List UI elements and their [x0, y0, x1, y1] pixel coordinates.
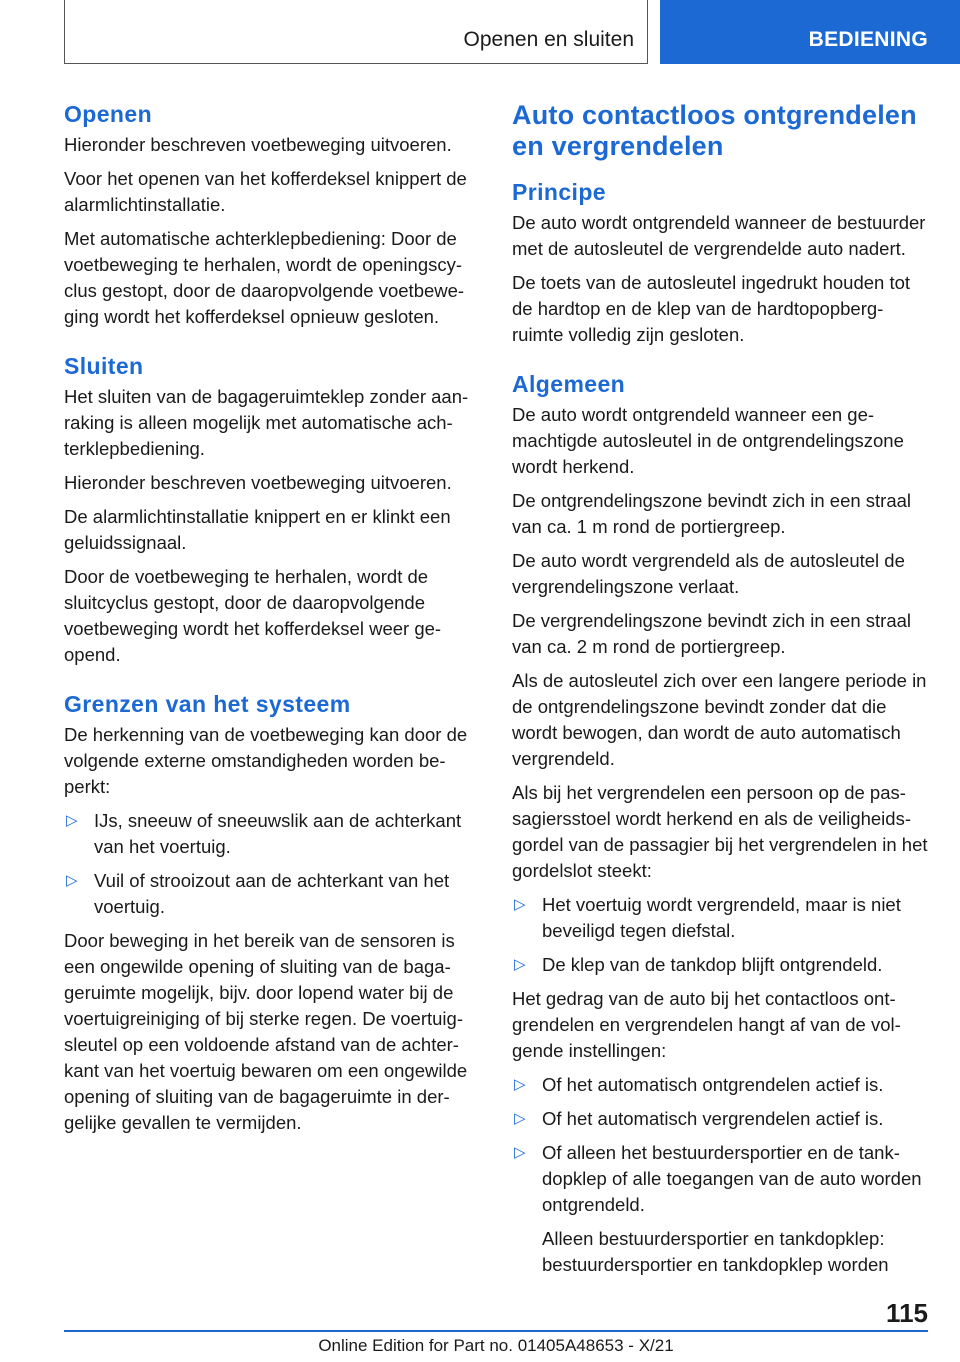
paragraph: Voor het openen van het kofferdeksel knippert de alarmlichtinstallatie.: [64, 168, 467, 215]
triangle-bullet-icon: ▷: [514, 1110, 526, 1127]
right-column: [512, 100, 928, 1286]
paragraph: Als de autosleutel zich over een langere periode in de ontgrendelingszone bevindt zonder dat die wordt bewogen, dan wordt de auto automatisch vergrendeld.: [512, 670, 927, 769]
list-item: [512, 1072, 928, 1098]
footer-edition: Online Edition for Part no. 01405A48653 - X/21: [318, 1336, 674, 1355]
list-item-subtext: Alleen bestuurdersportier en tankdopklep: bestuurdersportier en tankdopklep worden: [542, 1228, 889, 1275]
paragraph: De alarmlichtinstallatie knippert en er klinkt een geluidssignaal.: [64, 506, 451, 553]
heading-algemeen: Algemeen: [512, 371, 626, 397]
list-item: [512, 952, 928, 978]
triangle-bullet-icon: ▷: [514, 896, 526, 913]
paragraph: De herkenning van de voetbeweging kan door de volgende externe omstandigheden worden beperkt:: [64, 724, 468, 797]
paragraph: De vergrendelingszone bevindt zich in een straal van ca. 2 m rond de portiergreep.: [512, 610, 912, 657]
list-item-text: Of alleen het bestuurdersportier en de tankdopklep of alle toegangen van de auto worden ontgrendeld.: [542, 1142, 922, 1215]
chapter-tab: BEDIENING: [660, 0, 960, 64]
list-item: [512, 1140, 928, 1218]
paragraph: Hieronder beschreven voetbeweging uitvoeren.: [64, 134, 452, 155]
paragraph: De auto wordt ontgrendeld wanneer de bestuurder met de autosleutel de vergrendelde auto nadert.: [512, 212, 926, 259]
triangle-bullet-icon: ▷: [514, 1144, 526, 1161]
paragraph: Door beweging in het bereik van de sensoren is een ongewilde opening of sluiting van de bagageruimte mogelijk, bijv. door lopend water bij de voertuigreiniging of bij sterke regen. De voertuigsleutel op een voldoende afstand van de achterkant van het voertuig bewaren om een ongewilde opening of sluiting van de bagageruimte in dergelijke gevallen te vermijden.: [64, 930, 468, 1133]
paragraph: Als bij het vergrendelen een persoon op de passagiersstoel wordt herkend en als de veiligheidsgordel van de passagier bij het vergrendelen in het gordelslot steekt:: [512, 782, 928, 881]
page-number: 115: [886, 1298, 928, 1328]
paragraph: Hieronder beschreven voetbeweging uitvoeren.: [64, 472, 452, 493]
list-item: [64, 808, 480, 860]
triangle-bullet-icon: ▷: [514, 1076, 526, 1093]
heading-principe: Principe: [512, 179, 606, 205]
list-item-text: Of het automatisch ontgrendelen actief is.: [542, 1074, 884, 1095]
list-item: [512, 892, 928, 944]
paragraph: De toets van de autosleutel ingedrukt houden tot de hardtop en de klep van de hardtopopbergruimte volledig zijn gesloten.: [512, 272, 911, 345]
paragraph: Het gedrag van de auto bij het contactloos ontgrendelen en vergrendelen hangt af van de volgende instellingen:: [512, 988, 901, 1061]
footer-divider: [64, 1330, 928, 1332]
triangle-bullet-icon: ▷: [66, 812, 78, 829]
paragraph: Het sluiten van de bagageruimteklep zonder aanraking is alleen mogelijk met automatische achterklepbediening.: [64, 386, 469, 459]
left-column: [64, 100, 480, 1144]
paragraph: Met automatische achterklepbediening: Door de voetbeweging te herhalen, wordt de openingscyclus gestopt, door de daaropvolgende voetbeweging wordt het kofferdeksel opnieuw gesloten.: [64, 228, 465, 327]
triangle-bullet-icon: ▷: [514, 956, 526, 973]
list-item-text: IJs, sneeuw of sneeuwslik aan de achterkant van het voertuig.: [94, 810, 462, 857]
list-item: [64, 868, 480, 920]
list-item-text: De klep van de tankdop blijft ontgrendeld.: [542, 954, 883, 975]
heading-openen: Openen: [64, 101, 153, 127]
list-item-text: Het voertuig wordt vergrendeld, maar is niet beveiligd tegen diefstal.: [542, 894, 901, 941]
paragraph: Door de voetbeweging te herhalen, wordt de sluitcyclus gestopt, door de daaropvolgende voetbeweging wordt het kofferdeksel weer geopend.: [64, 566, 442, 665]
list-item: [512, 1106, 928, 1132]
list-item-text: Vuil of strooizout aan de achterkant van het voertuig.: [94, 870, 450, 917]
section-title: Openen en sluiten: [463, 28, 634, 51]
paragraph: De auto wordt ontgrendeld wanneer een gemachtigde autosleutel in de ontgrendelingszone wordt herkend.: [512, 404, 904, 477]
heading-grenzen: Grenzen van het systeem: [64, 691, 351, 717]
paragraph: De auto wordt vergrendeld als de autosleutel de vergrendelingszone verlaat.: [512, 550, 905, 597]
heading-sluiten: Sluiten: [64, 353, 144, 379]
list-item-text: Of het automatisch vergrendelen actief is.: [542, 1108, 884, 1129]
paragraph: De ontgrendelingszone bevindt zich in een straal van ca. 1 m rond de portiergreep.: [512, 490, 912, 537]
triangle-bullet-icon: ▷: [66, 872, 78, 889]
heading-auto-contactloos: Auto contactloos ontgrendelen en vergrendelen: [512, 100, 917, 161]
